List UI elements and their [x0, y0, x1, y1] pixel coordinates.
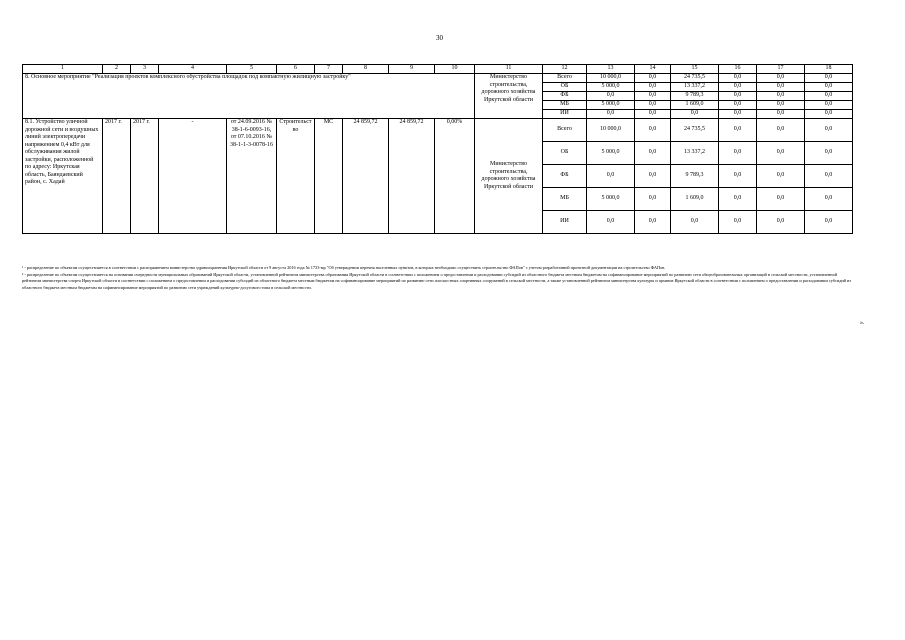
- value-cell: 0,0: [805, 142, 853, 165]
- column-number: 9: [389, 65, 435, 74]
- column-number: 2: [103, 65, 131, 74]
- value-cell: 0,0: [635, 92, 671, 101]
- value-cell: 24 735,5: [671, 74, 719, 83]
- value-cell: 0,0: [635, 188, 671, 211]
- value-cell: 0,0: [805, 110, 853, 119]
- table-row: [23, 119, 853, 142]
- financing-table: [22, 64, 853, 234]
- value-cell: 0,0: [757, 188, 805, 211]
- funding-source: ИИ: [543, 211, 587, 234]
- value-cell: 5 000,0: [587, 83, 635, 92]
- value-cell: 5 000,0: [587, 101, 635, 110]
- column-numbers-row: [23, 65, 853, 74]
- section-title: 8. Основное мероприятие "Реализация проектов комплексного обустройства площадок под компактную жилищную застройку": [23, 74, 475, 119]
- value-cell: 0,0: [719, 101, 757, 110]
- value-cell: 0,0: [587, 110, 635, 119]
- funding-source: ОБ: [543, 142, 587, 165]
- value-cell: 0,0: [719, 142, 757, 165]
- value-cell: 1 609,0: [671, 101, 719, 110]
- column-number: 13: [587, 65, 635, 74]
- value-cell: 0,0: [587, 92, 635, 101]
- remaining-cost: 24 859,72: [389, 119, 435, 234]
- funding-source: ИИ: [543, 110, 587, 119]
- funding-source: ОБ: [543, 83, 587, 92]
- value-cell: 0,0: [719, 92, 757, 101]
- value-cell: 1 609,0: [671, 188, 719, 211]
- funding-source: МБ: [543, 188, 587, 211]
- value-cell: 0,0: [757, 74, 805, 83]
- value-cell: 0,0: [805, 165, 853, 188]
- value-cell: 0,0: [635, 101, 671, 110]
- value-cell: 10 000,0: [587, 119, 635, 142]
- value-cell: 0,0: [635, 165, 671, 188]
- estimated-cost: 24 859,72: [343, 119, 389, 234]
- column-number: 7: [315, 65, 343, 74]
- value-cell: 0,0: [805, 74, 853, 83]
- footnote: ² - распределение по объектам осуществляется на основании очередности муниципальных образований Иркутской области, установленной рейтингом министерства образования Иркутской области в соответствии с положением о предоставлении и расходовании субсидий из областного бюджета местным бюджетам на софинансирование мероприятий по развитию сети общеобразовательных организаций в сельской местности, установленной рейтингом министерства спорта Иркутской области в соответствии с положением о предоставлении и расходовании субсидий из областного бюджета местным бюджетам на софинансирование мероприятий по развитию сети плоскостных спортивных сооружений в сельской местности, а также установленной рейтингом министерства культуры и архивов Иркутской области в соответствии с положением о предоставлении и расходовании субсидий из областного бюджета местным бюджетам на софинансирование мероприятий по развитию сети учреждений культурно-досугового типа в сельской местности.: [22, 271, 852, 290]
- value-cell: 0,0: [719, 119, 757, 142]
- value-cell: 0,0: [805, 101, 853, 110]
- column-number: 10: [435, 65, 475, 74]
- responsible-ministry: Министерство строительства, дорожного хозяйства Иркутской области: [475, 74, 543, 119]
- value-cell: 0,0: [805, 119, 853, 142]
- funding-source: ФБ: [543, 165, 587, 188]
- value-cell: 0,0: [635, 83, 671, 92]
- value-cell: 13 337,2: [671, 83, 719, 92]
- value-cell: 0,0: [757, 83, 805, 92]
- value-cell: 0,0: [757, 211, 805, 234]
- work-kind: Строительство: [277, 119, 315, 234]
- object-name: 8.1. Устройство уличной дорожной сети и воздушных линий электропередачи напряжением 0,4 кВт для обслуживания жилой застройки, расположенной по адресу: Иркутская область, Баяндаевский район, с. Хадай: [23, 119, 103, 234]
- start-year: 2017 г.: [103, 119, 131, 234]
- value-cell: 0,0: [757, 110, 805, 119]
- funding-source: ФБ: [543, 92, 587, 101]
- column-number: 12: [543, 65, 587, 74]
- footnotes: [22, 265, 852, 291]
- value-cell: 0,0: [757, 142, 805, 165]
- value-cell: 0,0: [671, 110, 719, 119]
- value-cell: 0,0: [635, 142, 671, 165]
- table-row: [23, 74, 853, 83]
- value-cell: 0,0: [719, 110, 757, 119]
- value-cell: 0,0: [671, 211, 719, 234]
- column-number: 3: [131, 65, 159, 74]
- end-year: 2017 г.: [131, 119, 159, 234]
- value-cell: 0,0: [757, 92, 805, 101]
- value-cell: 0,0: [805, 83, 853, 92]
- column-number: 18: [805, 65, 853, 74]
- value-cell: 5 000,0: [587, 142, 635, 165]
- page-number: 30: [436, 34, 443, 42]
- value-cell: 0,0: [719, 211, 757, 234]
- responsible-ministry: Министерство строительства, дорожного хозяйства Иркутской области: [475, 119, 543, 234]
- funding-source: Всего: [543, 74, 587, 83]
- value-cell: 0,0: [587, 211, 635, 234]
- readiness-percent: 0,00%: [435, 119, 475, 234]
- funding-source: Всего: [543, 119, 587, 142]
- value-cell: 10 000,0: [587, 74, 635, 83]
- value-cell: 0,0: [587, 165, 635, 188]
- value-cell: 13 337,2: [671, 142, 719, 165]
- column-number: 1: [23, 65, 103, 74]
- col4-value: -: [159, 119, 227, 234]
- value-cell: 0,0: [757, 101, 805, 110]
- value-cell: 0,0: [757, 119, 805, 142]
- value-cell: 24 735,5: [671, 119, 719, 142]
- footnote: ¹ - распределение по объектам осуществляется в соответствии с распоряжением министерства здравоохранения Иркутской области от 9 августа 2016 года № 1733-мр "Об утверждении перечня населенных пунктов, в которых необходимо осуществить строительство ФАПов" с учетом разработанной проектной документации на строительство ФАПов.: [22, 265, 666, 270]
- column-number: 14: [635, 65, 671, 74]
- column-number: 11: [475, 65, 543, 74]
- value-cell: 0,0: [805, 188, 853, 211]
- column-number: 6: [277, 65, 315, 74]
- value-cell: 0,0: [635, 74, 671, 83]
- closing-quote-mark: ».: [860, 320, 865, 326]
- value-cell: 0,0: [719, 74, 757, 83]
- col7-value: МС: [315, 119, 343, 234]
- value-cell: 0,0: [719, 165, 757, 188]
- column-number: 15: [671, 65, 719, 74]
- value-cell: 0,0: [805, 92, 853, 101]
- column-number: 17: [757, 65, 805, 74]
- column-number: 4: [159, 65, 227, 74]
- value-cell: 9 789,3: [671, 165, 719, 188]
- value-cell: 0,0: [805, 211, 853, 234]
- value-cell: 0,0: [635, 110, 671, 119]
- column-number: 8: [343, 65, 389, 74]
- column-number: 16: [719, 65, 757, 74]
- column-number: 5: [227, 65, 277, 74]
- value-cell: 0,0: [757, 165, 805, 188]
- value-cell: 0,0: [719, 83, 757, 92]
- value-cell: 9 789,3: [671, 92, 719, 101]
- value-cell: 5 000,0: [587, 188, 635, 211]
- expertise-conclusion: от 24.09.2016 № 38-1-6-0093-16, от 07.10.2016 № 38-1-1-3-0078-16: [227, 119, 277, 234]
- value-cell: 0,0: [719, 188, 757, 211]
- value-cell: 0,0: [635, 119, 671, 142]
- funding-source: МБ: [543, 101, 587, 110]
- value-cell: 0,0: [635, 211, 671, 234]
